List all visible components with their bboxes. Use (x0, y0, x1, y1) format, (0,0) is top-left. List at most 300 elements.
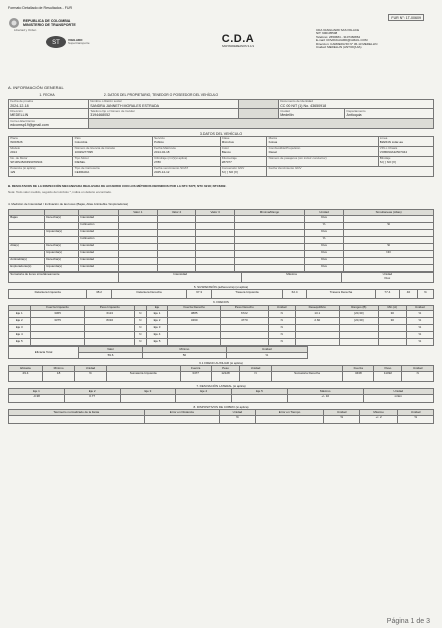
frenos-cell: 30 (379, 318, 407, 325)
documento-label: Documento de Identidad (280, 99, 313, 104)
luces-cell (157, 229, 196, 236)
luces-cell: Inclinación (79, 236, 119, 243)
aux-value: Sumatoria Derecha (271, 371, 342, 381)
luces-row (9, 236, 434, 243)
frenos-cell: Eje 3 (9, 325, 31, 332)
form-title: Formato Detallado de Resultados - FUR (8, 6, 73, 10)
eficacia-table (8, 346, 308, 358)
luces-cell (157, 264, 196, 271)
sumatoria-col: Unidad (382, 272, 393, 277)
documento-value: CC 00 NIT (1) No. 43650918 (280, 103, 327, 108)
luces-row (9, 250, 434, 257)
vehicle-label: Fecha vencimiento SOAT (154, 166, 189, 171)
frenos-cell (168, 332, 221, 339)
frenos-cell (295, 339, 339, 346)
aux-value: 18 (42, 371, 74, 381)
luces-cell (45, 236, 79, 243)
luces-cell (344, 264, 434, 271)
aux-col: Unidad (75, 366, 107, 372)
eficacia-value: 59.6 (79, 352, 143, 358)
frenos-cell: Eje 2 (146, 318, 168, 325)
cda-logo-sub: SANTANDEREANOS S.A.S (221, 44, 255, 48)
svg-text:ST: ST (52, 40, 60, 47)
cda-info-line: Ciudad: MEDELLIN (ANTIOQUIA) (316, 45, 362, 50)
vehicle-label: Clase (221, 136, 230, 141)
ciudad-label: Ciudad (280, 108, 290, 113)
taximetro-title: 8. DISPOSITIVOS DE COBRO (si aplica) (193, 404, 249, 409)
taximetro-col: Error en Tiempo (255, 410, 324, 416)
desviacion-col: Eje 2 (64, 389, 120, 395)
taximetro-value: +/- 2 (360, 415, 398, 423)
desviacion-value: 0.77 (64, 394, 120, 402)
vehicle-value: B2E54N Lidar-aa (379, 139, 403, 144)
taximetro-value: % (324, 415, 360, 423)
taximetro-value (9, 415, 145, 423)
frenos-cell: % (406, 325, 433, 332)
direccion-value: MEDELLIN (10, 113, 29, 118)
taximetro-col: Unidad (324, 410, 360, 416)
luces-cell: Exploradoras(s) (9, 264, 45, 271)
luces-cell (235, 250, 305, 257)
luces-cell: Derecha(s) (45, 243, 79, 250)
frenos-cell: % (406, 339, 433, 346)
ministry-block (8, 17, 148, 48)
aux-col: Peso (374, 366, 402, 372)
luces-cell: NO (344, 250, 434, 257)
desviacion-col: Máximo (287, 389, 363, 395)
cda-logo (178, 17, 298, 49)
vehicle-label: Tipo de Carrocería (74, 166, 100, 171)
cda-info-line: CDA VANGUARD SAS PALACE (316, 28, 360, 32)
frenos-cell: N (268, 339, 295, 346)
luces-col: Valor 1 (119, 210, 158, 216)
taximetro-col: Máximo (360, 410, 398, 416)
ministry-label: MINISTERIO DE TRANSPORTE (23, 23, 76, 27)
luces-cell: Derecha(s) (45, 257, 79, 264)
luces-cell (9, 222, 45, 229)
luces-cell: % (304, 222, 343, 229)
luces-cell (157, 250, 196, 257)
sumatoria-table (8, 272, 434, 283)
luces-cell (196, 257, 235, 264)
taximetro-col: Error en Distancia (144, 410, 220, 416)
fur-number: FUR N°: 1T-00609 (388, 14, 424, 21)
frenos-col: Peso Izquierdo (85, 305, 135, 311)
vehicle-value: CERRADA (74, 169, 90, 174)
frenos-cell: Eje 3 (146, 325, 168, 332)
vehicle-label: País (74, 136, 81, 141)
fecha-title: 1. FECHA (39, 92, 55, 97)
luces-cell: Izquierda(s) (45, 250, 79, 257)
direccion-label: Dirección (10, 108, 23, 113)
taximetro-value (144, 415, 220, 423)
frenos-cell (30, 325, 85, 332)
luces-cell (9, 236, 45, 243)
frenos-cell (30, 332, 85, 339)
suspension-cell: 77.4 (375, 290, 399, 299)
desviacion-value: m/km (363, 394, 433, 402)
vehicle-label: Línea (379, 136, 388, 141)
frenos-cell (295, 325, 339, 332)
vehicle-label: Color (221, 146, 229, 151)
suspension-cell: 38.2 (87, 290, 111, 299)
vehicle-value: SI [ ] NO [X] (379, 159, 396, 164)
telefono-label: Teléfono fijo o Número de Celular (90, 108, 135, 113)
luces-cell: Klux (304, 264, 343, 271)
frenos-cell: 13.1 (295, 311, 339, 318)
luces-cell: % (304, 236, 343, 243)
luces-cell (344, 236, 434, 243)
frenos-cell (379, 332, 407, 339)
vehicle-label: Combustible/Propulsión (268, 146, 301, 151)
vehicle-value: 2014-02-18 (154, 149, 170, 154)
frenos-cell (221, 339, 268, 346)
vehicle-label: No. de Motor (10, 156, 28, 161)
taximetro-col: Unidad (220, 410, 256, 416)
luces-col: Unidad (304, 210, 343, 216)
suspension-cell: 67.3 (187, 290, 211, 299)
frenos-col: Fuerza Izquierdo (30, 305, 85, 311)
luces-cell: Bajas (9, 215, 45, 222)
suspension-cell: % (417, 290, 433, 299)
aux-col: Fuerza (180, 366, 211, 372)
aux-col: Mínimo (42, 366, 74, 372)
frenos-cell (295, 332, 339, 339)
frenos-cell (221, 332, 268, 339)
luces-cell (196, 264, 235, 271)
correo-label: Correo Electrónico (10, 118, 36, 123)
luces-cell (119, 215, 158, 222)
luces-cell (235, 264, 305, 271)
luces-cell (119, 229, 158, 236)
desviacion-value: +/- 10 (287, 394, 363, 402)
suspension-cell: 40 (400, 290, 418, 299)
vehicle-label: Cilindraje (cm³)(si aplica) (154, 156, 188, 161)
vehicle-value: Diesel (268, 149, 277, 154)
luces-cell (157, 215, 196, 222)
suspension-title: 5. SUSPENSIÓN (adherencia) (si aplica) (193, 284, 249, 289)
desviacion-col: Eje 5 (232, 389, 288, 395)
vehicle-value: Colombia (74, 139, 88, 144)
vehicle-title: 3.DATOS DEL VEHÍCULO (199, 131, 243, 136)
cda-logo-text: C.D.A (221, 33, 255, 45)
vehicle-value: 287077 (221, 159, 232, 164)
sumatoria-col: Máxima (242, 272, 341, 282)
vehicle-table (8, 136, 434, 177)
aux-value: 3438 (343, 371, 374, 381)
luces-col: Simultaneas (Altas) (344, 210, 434, 216)
vehicle-label: Número de licencia de tránsito (74, 146, 116, 151)
vehicle-value: 2780 (154, 159, 161, 164)
luces-row (9, 229, 434, 236)
ciudad-value: Medellin (280, 113, 294, 118)
desviacion-title: 7. DESVIACIÓN LATERAL (si aplica) (196, 383, 246, 388)
luces-cell (119, 222, 158, 229)
luces-cell (119, 236, 158, 243)
general-info-table (8, 99, 434, 129)
eficacia-label: Eficacia Total (9, 347, 79, 358)
luces-cell: Derecha(s) (45, 215, 79, 222)
luces-cell: Intensidad (79, 243, 119, 250)
st-logo-name: VIGILADO (68, 38, 83, 42)
cda-info-line: NIT: 900105508 (316, 31, 338, 36)
frenos-row (9, 339, 434, 346)
vehicle-value: 129 (10, 169, 16, 174)
luces-row (9, 243, 434, 250)
frenos-cell (339, 332, 378, 339)
sumatoria-unit: Klux (384, 275, 391, 280)
vehicle-value: DIESEL (74, 159, 86, 164)
nombre-label: Nombre o Razón social (90, 99, 122, 104)
taximetro-value (255, 415, 324, 423)
desviacion-col: Eje 4 (176, 389, 232, 395)
luces-cell: Intensidad (79, 264, 119, 271)
aux-value: % (75, 371, 107, 381)
suspension-cell: 62.4 (282, 290, 306, 299)
taximetro-value: % (398, 415, 434, 423)
vehicle-label: Tipo Motor (74, 156, 89, 161)
luces-title: 4. Medición de Intensidad / Inclinación de las luces (Bajas, Altas Antiniebla / Exploradoras) (8, 201, 129, 206)
vehicle-value: Público (154, 139, 164, 144)
luces-cell (235, 257, 305, 264)
cda-info-line: E-mail: CDVANGUARD@GMAIL.COM (316, 38, 368, 43)
vehicle-value: WOD526 (10, 139, 23, 144)
sumatoria-col: Intensidad (119, 272, 242, 282)
frenos-cell (85, 332, 135, 339)
section-b-note: Nota: Todo valor medido, seguido del símbolo *, indica un defecto encontrado. (8, 190, 112, 195)
frenos-cell: 30 (379, 311, 407, 318)
vehicle-label: Servicio (154, 136, 165, 141)
vehicle-label: Fecha Matrícula (154, 146, 176, 151)
aux-value: N (402, 371, 434, 381)
luces-cell (235, 222, 305, 229)
frenos-cell: 4770 (221, 318, 268, 325)
page-number: Página 1 de 3 (386, 617, 430, 625)
luces-cell (344, 215, 434, 222)
vehicle-label: Potencia (si aplica) (10, 166, 36, 171)
luces-cell: Izquierda(s) (45, 229, 79, 236)
eficacia-col: Mínimo (143, 347, 226, 353)
luces-cell: Intensidad (79, 229, 119, 236)
vehicle-label: Conversión GNV (221, 166, 245, 171)
aux-value: Sumatoria Izquierda (106, 371, 180, 381)
frenos-col: Unidad (268, 305, 295, 311)
frenos-cell: % (406, 318, 433, 325)
luces-cell: SI (344, 243, 434, 250)
taximetro-value: % (220, 415, 256, 423)
cda-info-line: Telefono: 2650684 - 3107460864 (316, 34, 361, 39)
frenos-row (9, 311, 434, 318)
frenos-cell: [20,30] (339, 318, 378, 325)
luces-row (9, 264, 434, 271)
desviacion-table (8, 388, 434, 403)
luces-cell: Intensidad (79, 215, 119, 222)
luces-cell: Klux (304, 243, 343, 250)
desviacion-col: Eje 3 (120, 389, 176, 395)
vehicle-label: Placa (10, 136, 18, 141)
frenos-row (9, 325, 434, 332)
luces-col: Mínima/Rango (235, 210, 305, 216)
vehicle-label: VIN o Chasis (379, 146, 398, 151)
supertransporte-logo-icon (46, 36, 66, 48)
luces-cell (119, 250, 158, 257)
luces-cell (344, 257, 434, 264)
luces-cell: Intensidad (79, 257, 119, 264)
vehicle-value: Microbus (221, 139, 234, 144)
frenos-cell: [20,30] (339, 311, 378, 318)
vehicle-value: 2025-12-12 (154, 169, 170, 174)
aux-col: Eficacia (9, 366, 43, 372)
eficacia-col: Valor (79, 347, 143, 353)
frenos-cell (339, 339, 378, 346)
luces-cell: Antiniebla(s) (9, 257, 45, 264)
aux-value: 29.4 (9, 371, 43, 381)
suspension-cell: Delantera Derecha (111, 290, 187, 299)
frenos-cell: 3460 (168, 318, 221, 325)
desviacion-value: -0.38 (9, 394, 65, 402)
freno-aux-table (8, 365, 434, 382)
luces-cell: Izquierda(s) (45, 264, 79, 271)
frenos-row (9, 318, 434, 325)
frenos-cell: 6722 (221, 311, 268, 318)
luces-cell: Klux (304, 229, 343, 236)
luces-cell (9, 229, 45, 236)
frenos-cell: N (268, 311, 295, 318)
frenos-cell: N (135, 318, 147, 325)
luces-cell: Klux (304, 257, 343, 264)
frenos-cell (339, 325, 378, 332)
vehicle-label: Fecha Vencimiento GNV (268, 166, 302, 171)
frenos-cell: Eje 2 (9, 318, 31, 325)
desviacion-value (176, 394, 232, 402)
luces-cell (119, 243, 158, 250)
frenos-cell: Eje 5 (146, 339, 168, 346)
luces-cell (196, 222, 235, 229)
frenos-table (8, 305, 434, 347)
aux-col: Peso (211, 366, 240, 372)
cda-info (316, 17, 377, 50)
vehicle-value: SI [ ] NO [X] (221, 169, 238, 174)
vehicle-label: Marca (268, 136, 277, 141)
frenos-cell: 3885 (168, 311, 221, 318)
frenos-cell: N (268, 318, 295, 325)
frenos-col: Min (A) (379, 305, 407, 311)
vehicle-label: Kilometraje (221, 156, 237, 161)
eficacia-col: Unidad (226, 347, 307, 353)
aux-col: Fuerza (343, 366, 374, 372)
vehicle-value: VOBD90A32507044 (379, 149, 407, 154)
suspension-cell: Trasera Derecha (307, 290, 375, 299)
depto-value: Antioquia (346, 113, 362, 118)
taximetro-col: Unidad (398, 410, 434, 416)
correo-value: edcomsp19@gmail.com (10, 123, 49, 128)
luces-cell (235, 236, 305, 243)
luces-cell (9, 250, 45, 257)
suspension-cell: Delantera Izquierda (9, 290, 87, 299)
luces-row (9, 257, 434, 264)
frenos-cell: N (135, 325, 147, 332)
frenos-cell (30, 339, 85, 346)
aux-col: Unidad (240, 366, 272, 372)
freno-aux-title: 6.1 FRENO AUXILIAR (si aplica) (199, 360, 243, 365)
luces-cell (196, 243, 235, 250)
frenos-cell (168, 339, 221, 346)
frenos-cell: N (135, 311, 147, 318)
vehicle-value: Blanco (221, 149, 231, 154)
frenos-col: Rangos (B) (339, 305, 378, 311)
frenos-title: 6. FRENOS (213, 300, 229, 305)
luces-row (9, 215, 434, 222)
suspension-cell: Trasera Izquierda (211, 290, 282, 299)
frenos-cell: N (268, 332, 295, 339)
fecha-value: 2024-12-18 (10, 103, 29, 108)
vehicle-value: 10029277995 (74, 149, 93, 154)
frenos-col: Unidad (406, 305, 433, 311)
luces-cell (119, 264, 158, 271)
eficacia-value: 50 (143, 352, 226, 358)
vehicle-value: SP1RS4529F9907R934 (10, 159, 43, 164)
luces-cell (196, 215, 235, 222)
frenos-cell: 2.60 (295, 318, 339, 325)
luces-cell (235, 243, 305, 250)
luces-cell (157, 257, 196, 264)
frenos-col: Fuerza Derecho (168, 305, 221, 311)
nombre-value: SANDRA JANNETH MORALES ESTRADA (90, 103, 160, 108)
frenos-cell: Eje 4 (9, 332, 31, 339)
luces-cell (344, 229, 434, 236)
section-a-title: A. INFORMACIÓN GENERAL (8, 85, 64, 90)
luces-cell: Intensidad (79, 250, 119, 257)
desviacion-value (120, 394, 176, 402)
luces-cell (196, 236, 235, 243)
aux-value: 3477 (180, 371, 211, 381)
aux-value: N (240, 371, 272, 381)
luces-row (9, 222, 434, 229)
frenos-cell: 3365 (30, 311, 85, 318)
frenos-cell: Eje 4 (146, 332, 168, 339)
taximetro-col: Taxímetro normalizado de la llanta (9, 410, 145, 416)
frenos-row (9, 332, 434, 339)
frenos-cell: N (135, 332, 147, 339)
luces-cell (157, 236, 196, 243)
luces-cell (235, 229, 305, 236)
desviacion-value (232, 394, 288, 402)
frenos-cell (379, 339, 407, 346)
luces-cell (119, 257, 158, 264)
frenos-cell: Eje 1 (9, 311, 31, 318)
vehicle-label: Blindaje (379, 156, 391, 161)
frenos-cell: 8316 (85, 318, 135, 325)
section-b-title: B. RESULTADOS DE LA INSPECCIÓN MECANIZADA REALIZADA DE ACUERDO CON LOS MÉTODOS DEFINIDOS POR LA NTC 5375; NTC 6218; NTC6282. (8, 183, 227, 188)
luces-cell (45, 222, 79, 229)
frenos-cell: Eje 5 (9, 339, 31, 346)
luces-cell: Alta(s) (9, 243, 45, 250)
eficacia-value: % (226, 352, 307, 358)
frenos-cell: N (268, 325, 295, 332)
luces-table (8, 209, 434, 272)
frenos-cell: N (135, 339, 147, 346)
owner-title: 2. DATOS DEL PROPIETARIO, TENEDOR O POSEEDOR DEL VEHÍCULO (103, 92, 219, 97)
vehicle-value: 2014 (10, 149, 17, 154)
frenos-cell (168, 325, 221, 332)
frenos-col: Desequilibrio (295, 305, 339, 311)
aux-value: 12128 (211, 371, 240, 381)
sumatoria-label: Sumatoria de luces simultáneamente (9, 272, 119, 282)
frenos-cell: Eje 1 (146, 311, 168, 318)
taximetro-table (8, 409, 434, 424)
frenos-cell (85, 325, 135, 332)
aux-col: Unidad (402, 366, 434, 372)
